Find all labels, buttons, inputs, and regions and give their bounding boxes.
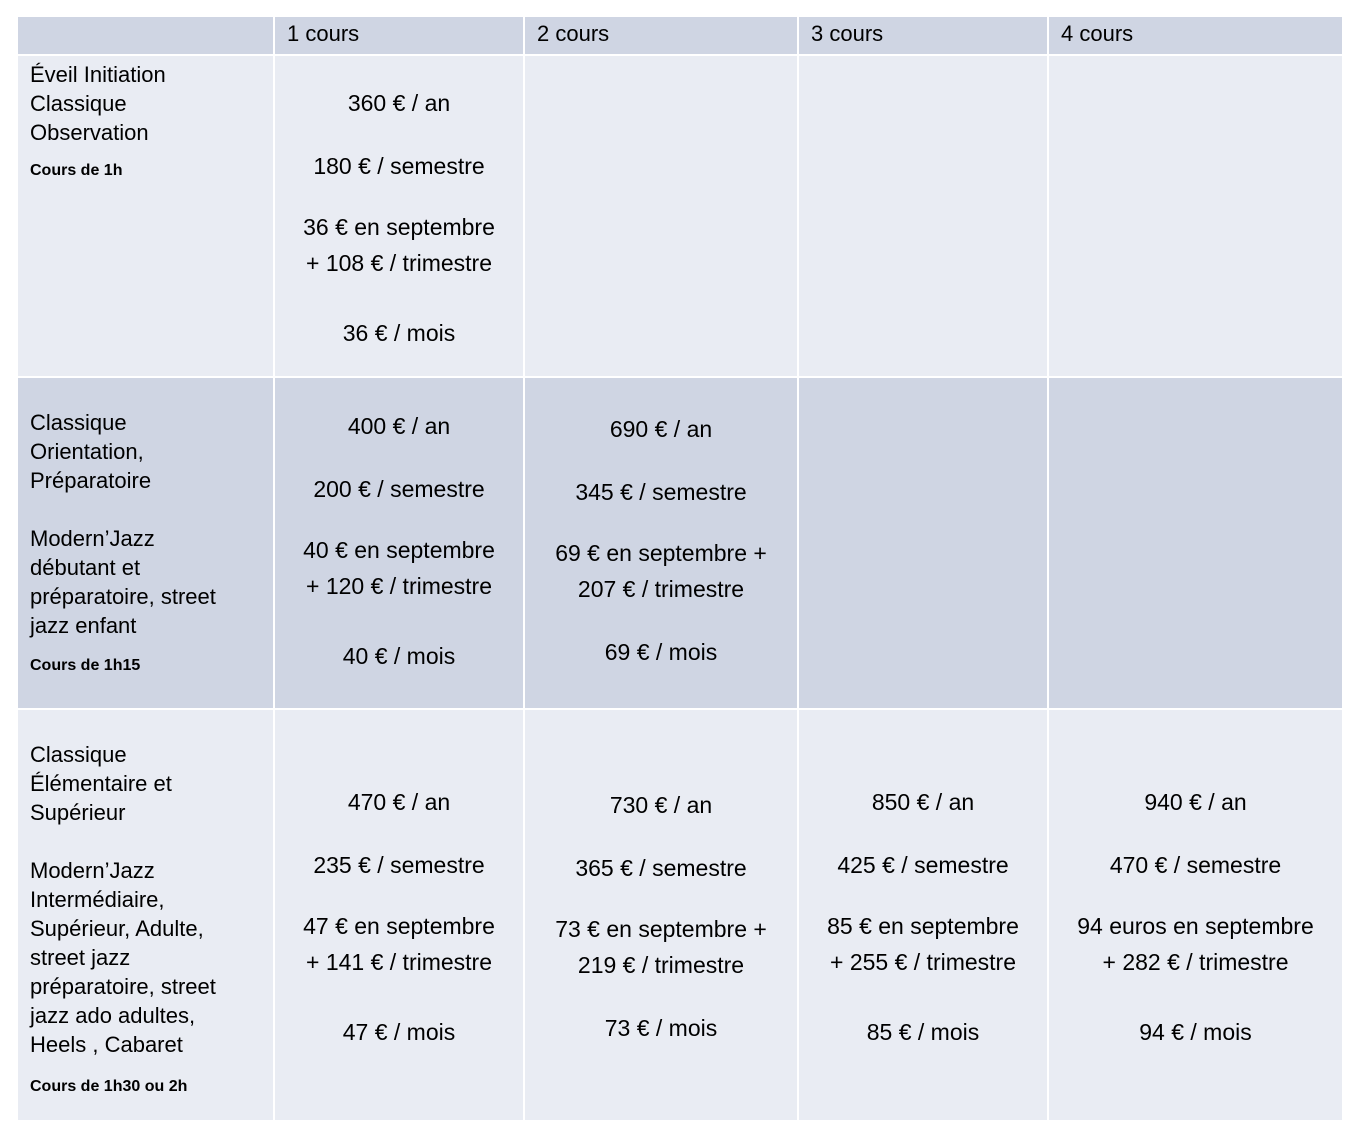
header-2-cours: 2 cours: [524, 16, 798, 55]
monthly-price: 36 € / mois: [342, 320, 456, 346]
header-corner-cell: [17, 16, 274, 55]
monthly-price: 85 € / mois: [866, 1019, 980, 1045]
category-line: Supérieur, Adulte,: [30, 916, 204, 941]
header-3-cours: 3 cours: [798, 16, 1048, 55]
semester-price: 200 € / semestre: [313, 476, 485, 502]
table-header-row: [17, 16, 1343, 55]
empty-price-cell: [798, 55, 1048, 377]
term-price-line-2: + 108 € / trimestre: [306, 250, 492, 276]
category-line: Orientation,: [30, 439, 144, 464]
term-price-line-1: 40 € en septembre: [303, 537, 495, 563]
term-price-line-2: + 141 € / trimestre: [306, 949, 492, 975]
course-duration: Cours de 1h30 ou 2h: [30, 1078, 188, 1095]
monthly-price: 69 € / mois: [604, 639, 718, 665]
empty-price-cell: [524, 55, 798, 377]
annual-price: 730 € / an: [609, 792, 713, 818]
annual-price: 470 € / an: [347, 789, 451, 815]
category-line: jazz enfant: [30, 613, 137, 638]
term-price-line-2: 207 € / trimestre: [577, 576, 745, 602]
category-line: Observation: [30, 120, 149, 145]
term-price-line-1: 73 € en septembre +: [555, 916, 767, 942]
category-line: Éveil Initiation: [30, 62, 166, 87]
table-row: [17, 377, 1343, 709]
table-row: [17, 55, 1343, 377]
price-cell: [274, 709, 524, 1121]
pricing-table: [16, 15, 1344, 1122]
category-cell: [17, 709, 274, 1121]
category-line: Classique: [30, 410, 127, 435]
price-cell: [274, 377, 524, 709]
annual-price: 850 € / an: [871, 789, 975, 815]
price-cell: [274, 55, 524, 377]
semester-price: 180 € / semestre: [313, 153, 485, 179]
empty-price-cell: [798, 377, 1048, 709]
category-line: Modern’Jazz: [30, 526, 155, 551]
empty-price-cell: [1048, 55, 1343, 377]
category-line: débutant et: [30, 555, 141, 580]
category-line: Heels , Cabaret: [30, 1032, 183, 1057]
term-price-line-1: 69 € en septembre +: [555, 540, 767, 566]
table-row: [17, 709, 1343, 1121]
header-1-cours: 1 cours: [274, 16, 524, 55]
category-line: Modern’Jazz: [30, 858, 155, 883]
monthly-price: 73 € / mois: [604, 1015, 718, 1041]
category-line: Intermédiaire,: [30, 887, 165, 912]
price-cell: [1048, 709, 1343, 1121]
semester-price: 235 € / semestre: [313, 852, 485, 878]
monthly-price: 40 € / mois: [342, 643, 456, 669]
semester-price: 425 € / semestre: [837, 852, 1009, 878]
monthly-price: 47 € / mois: [342, 1019, 456, 1045]
category-line: préparatoire, street: [30, 974, 216, 999]
term-price-line-2: + 282 € / trimestre: [1102, 949, 1289, 975]
term-price-line-2: 219 € / trimestre: [577, 952, 745, 978]
price-cell: [798, 709, 1048, 1121]
monthly-price: 94 € / mois: [1139, 1019, 1252, 1045]
term-price-line-1: 94 euros en septembre: [1077, 913, 1314, 939]
category-line: Supérieur: [30, 800, 126, 825]
category-line: Classique: [30, 91, 127, 116]
empty-price-cell: [1048, 377, 1343, 709]
annual-price: 400 € / an: [347, 413, 451, 439]
semester-price: 345 € / semestre: [575, 479, 747, 505]
semester-price: 470 € / semestre: [1109, 852, 1282, 878]
category-cell: [17, 55, 274, 377]
course-duration: Cours de 1h: [30, 162, 123, 179]
annual-price: 940 € / an: [1144, 789, 1247, 815]
annual-price: 690 € / an: [609, 416, 713, 442]
semester-price: 365 € / semestre: [575, 855, 747, 881]
category-line: Préparatoire: [30, 468, 152, 493]
term-price-line-1: 47 € en septembre: [303, 913, 495, 939]
term-price-line-2: + 120 € / trimestre: [306, 573, 492, 599]
category-line: street jazz: [30, 945, 131, 970]
category-line: Élémentaire et: [30, 771, 172, 796]
category-line: Classique: [30, 742, 127, 767]
annual-price: 360 € / an: [347, 90, 451, 116]
category-line: jazz ado adultes,: [30, 1003, 196, 1028]
term-price-line-2: + 255 € / trimestre: [830, 949, 1016, 975]
category-line: préparatoire, street: [30, 584, 216, 609]
price-cell: [524, 377, 798, 709]
header-4-cours: 4 cours: [1048, 16, 1343, 55]
course-duration: Cours de 1h15: [30, 657, 141, 674]
term-price-line-1: 85 € en septembre: [827, 913, 1019, 939]
term-price-line-1: 36 € en septembre: [303, 214, 495, 240]
category-cell: [17, 377, 274, 709]
price-cell: [524, 709, 798, 1121]
